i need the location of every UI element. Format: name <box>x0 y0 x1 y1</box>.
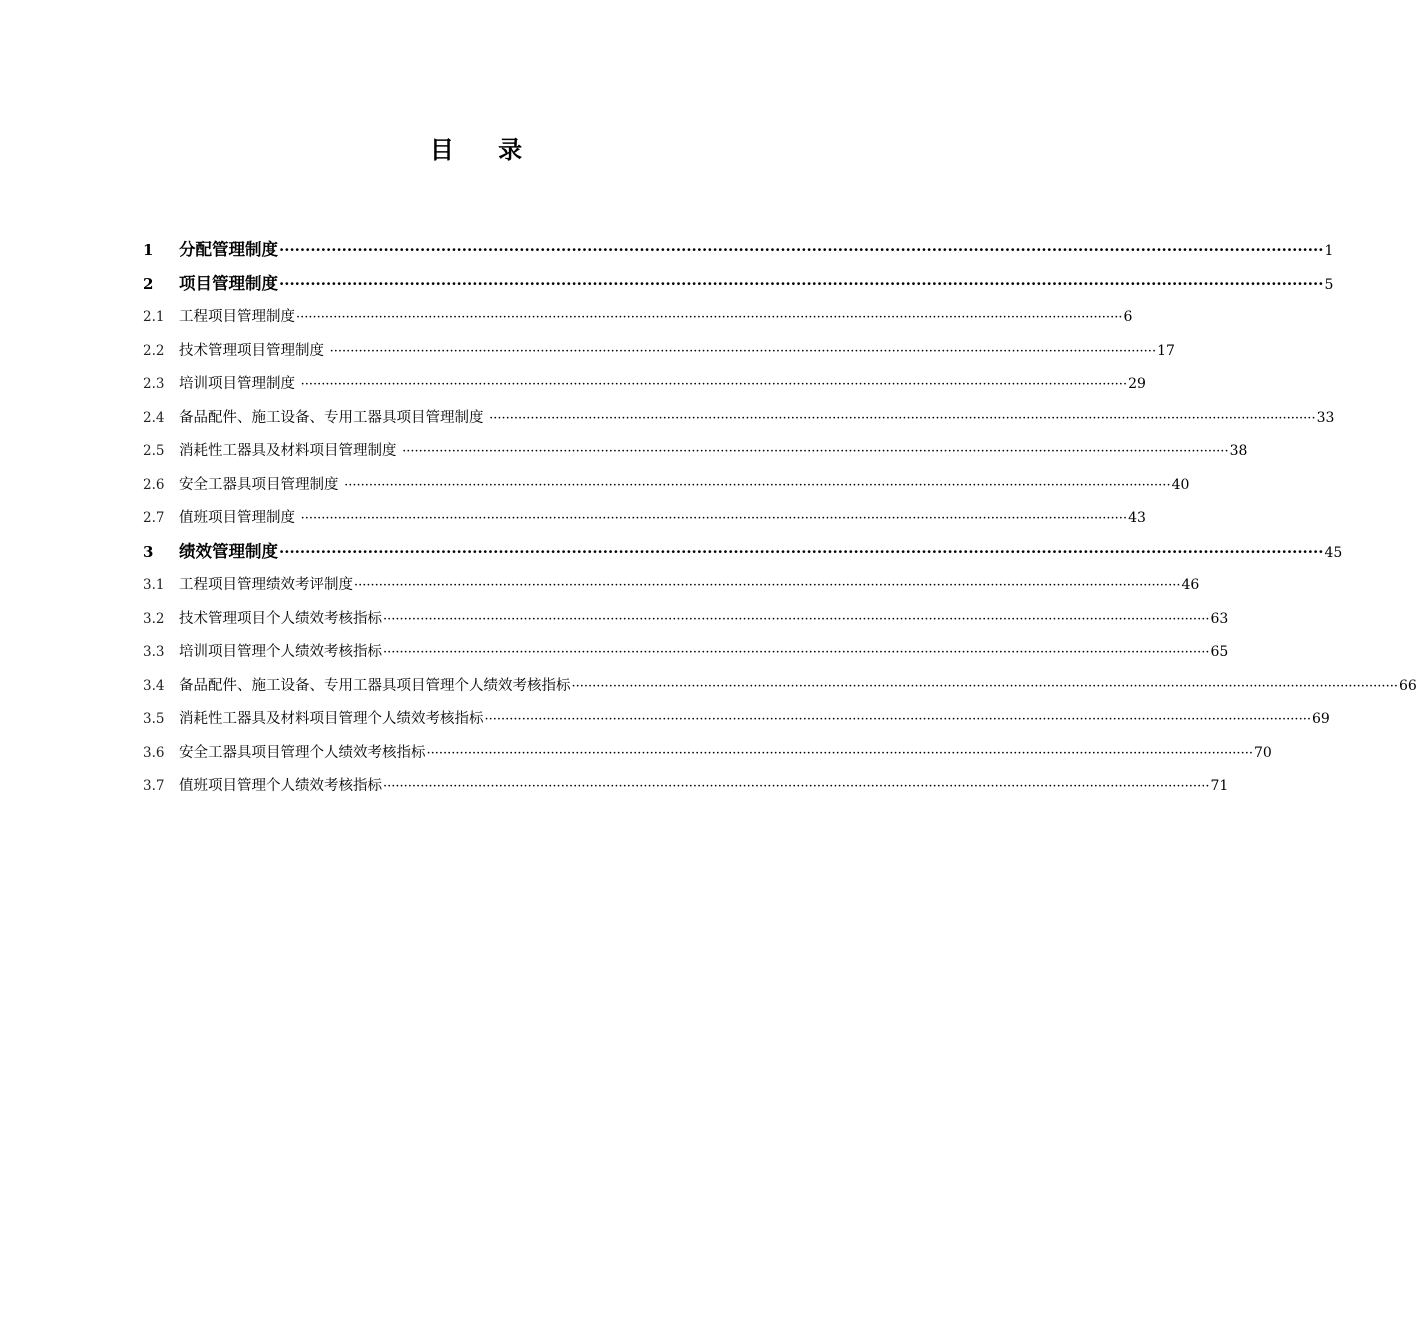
toc-entry-title: 安全工器具项目管理制度 <box>179 476 344 493</box>
toc-entry-number: 3.5 <box>143 711 165 727</box>
toc-entry-number: 3.2 <box>143 610 165 627</box>
toc-entry-page-number: 63 <box>1210 610 1229 627</box>
toc-entry[interactable] <box>143 506 1146 540</box>
toc-entry-number: 3 <box>143 542 154 561</box>
toc-entry-page-number: 69 <box>1311 711 1330 727</box>
toc-entry[interactable] <box>143 674 1417 708</box>
toc-entry-page-number: 45 <box>1324 544 1343 561</box>
toc-entry-page-number: 65 <box>1210 644 1229 660</box>
toc-leader-dots: ········································································································································································································ <box>279 542 1324 561</box>
toc-entry-page-number: 70 <box>1253 744 1272 761</box>
toc-entry-title: 绩效管理制度 <box>179 541 278 561</box>
toc-entry-number: 2.5 <box>143 443 165 459</box>
toc-entry[interactable] <box>143 372 1146 406</box>
toc-entry-page-number: 6 <box>1123 309 1133 325</box>
toc-entry-number: 2.4 <box>143 409 165 426</box>
toc-entry[interactable] <box>143 238 1334 272</box>
toc-leader-dots: ········································································································································································································ <box>383 779 1210 794</box>
toc-entry-page-number: 66 <box>1398 677 1417 694</box>
toc-entry[interactable] <box>143 439 1248 473</box>
toc-entry-number: 3.6 <box>143 744 165 761</box>
toc-leader-dots: ········································································································································································································ <box>279 274 1324 293</box>
toc-entry-page-number: 38 <box>1229 443 1248 459</box>
toc-entry-page-number: 33 <box>1316 409 1335 426</box>
toc-leader-dots: ········································································································································································································ <box>329 343 1157 359</box>
toc-entry-title: 分配管理制度 <box>179 240 278 259</box>
toc-leader-dots: ········································································································································································································ <box>383 645 1210 660</box>
toc-entry-page-number: 29 <box>1128 376 1146 392</box>
toc-entry-title: 备品配件、施工设备、专用工器具项目管理个人绩效考核指标 <box>179 677 571 694</box>
toc-leader-dots: ········································································································································································································ <box>300 377 1128 392</box>
toc-entry-number: 3.3 <box>143 644 165 660</box>
toc-entry-number: 2 <box>143 274 154 293</box>
toc-entry-page-number: 5 <box>1324 276 1334 293</box>
toc-entry-page-number: 17 <box>1157 342 1175 359</box>
toc-entry-number: 3.7 <box>143 778 165 794</box>
toc-entry-title: 培训项目管理个人绩效考核指标 <box>179 644 382 660</box>
toc-leader-dots: ········································································································································································································ <box>383 611 1210 627</box>
toc-leader-dots: ········································································································································································································ <box>296 310 1123 325</box>
toc-leader-dots: ········································································································································································································ <box>426 745 1253 761</box>
toc-entry-title: 备品配件、施工设备、专用工器具项目管理制度 <box>179 409 489 426</box>
toc-entry-title: 培训项目管理制度 <box>179 376 300 392</box>
toc-entry-title: 技术管理项目个人绩效考核指标 <box>179 610 382 627</box>
toc-leader-dots: ········································································································································································································ <box>484 712 1311 727</box>
toc-entry-page-number: 46 <box>1181 577 1200 593</box>
toc-entry[interactable] <box>143 774 1229 808</box>
toc-entry-number: 2.3 <box>143 376 165 392</box>
toc-entry-page-number: 43 <box>1128 510 1146 526</box>
toc-entry-title: 值班项目管理制度 <box>179 510 300 526</box>
toc-entry-page-number: 40 <box>1171 476 1190 493</box>
toc-entry-number: 2.7 <box>143 510 165 526</box>
toc-leader-dots: ········································································································································································································ <box>354 578 1181 593</box>
toc-entry-title: 工程项目管理绩效考评制度 <box>179 577 353 593</box>
toc-entry-title: 消耗性工器具及材料项目管理个人绩效考核指标 <box>179 711 484 727</box>
toc-entry[interactable] <box>143 573 1200 607</box>
toc-entry-number: 2.6 <box>143 476 165 493</box>
toc-entry-number: 1 <box>143 241 154 259</box>
toc-entry-title: 项目管理制度 <box>179 273 278 293</box>
toc-entry-number: 2.2 <box>143 342 165 359</box>
toc-entry-title: 工程项目管理制度 <box>179 309 295 325</box>
toc-entry-page-number: 71 <box>1210 778 1229 794</box>
toc-entry-title: 技术管理项目管理制度 <box>179 342 329 359</box>
toc-leader-dots: ········································································································································································································ <box>279 241 1324 259</box>
toc-entry[interactable] <box>143 406 1335 440</box>
toc-entry[interactable] <box>143 741 1272 775</box>
toc-entry-number: 3.4 <box>143 677 165 694</box>
toc-entry[interactable] <box>143 473 1190 507</box>
toc-entry[interactable] <box>143 540 1343 574</box>
toc-entry[interactable] <box>143 640 1229 674</box>
toc-entry[interactable] <box>143 607 1229 641</box>
toc-entry[interactable] <box>143 339 1175 373</box>
toc-leader-dots: ········································································································································································································ <box>489 410 1316 426</box>
toc-entry-title: 消耗性工器具及材料项目管理制度 <box>179 443 402 459</box>
toc-entry-number: 2.1 <box>143 309 165 325</box>
toc-entry-title: 值班项目管理个人绩效考核指标 <box>179 778 382 794</box>
toc-leader-dots: ········································································································································································································ <box>344 477 1171 493</box>
toc-entry-number: 3.1 <box>143 577 165 593</box>
toc-leader-dots: ········································································································································································································ <box>300 511 1128 526</box>
toc-title: 目 录 <box>429 136 541 164</box>
toc-leader-dots: ········································································································································································································ <box>402 444 1229 459</box>
toc-entry-title: 安全工器具项目管理个人绩效考核指标 <box>179 744 426 761</box>
toc-entry[interactable] <box>143 707 1330 741</box>
toc-entry[interactable] <box>143 305 1133 339</box>
toc-leader-dots: ········································································································································································································ <box>571 678 1398 694</box>
toc-list <box>143 238 1417 808</box>
toc-entry[interactable] <box>143 272 1334 306</box>
toc-entry-page-number: 1 <box>1324 243 1334 259</box>
